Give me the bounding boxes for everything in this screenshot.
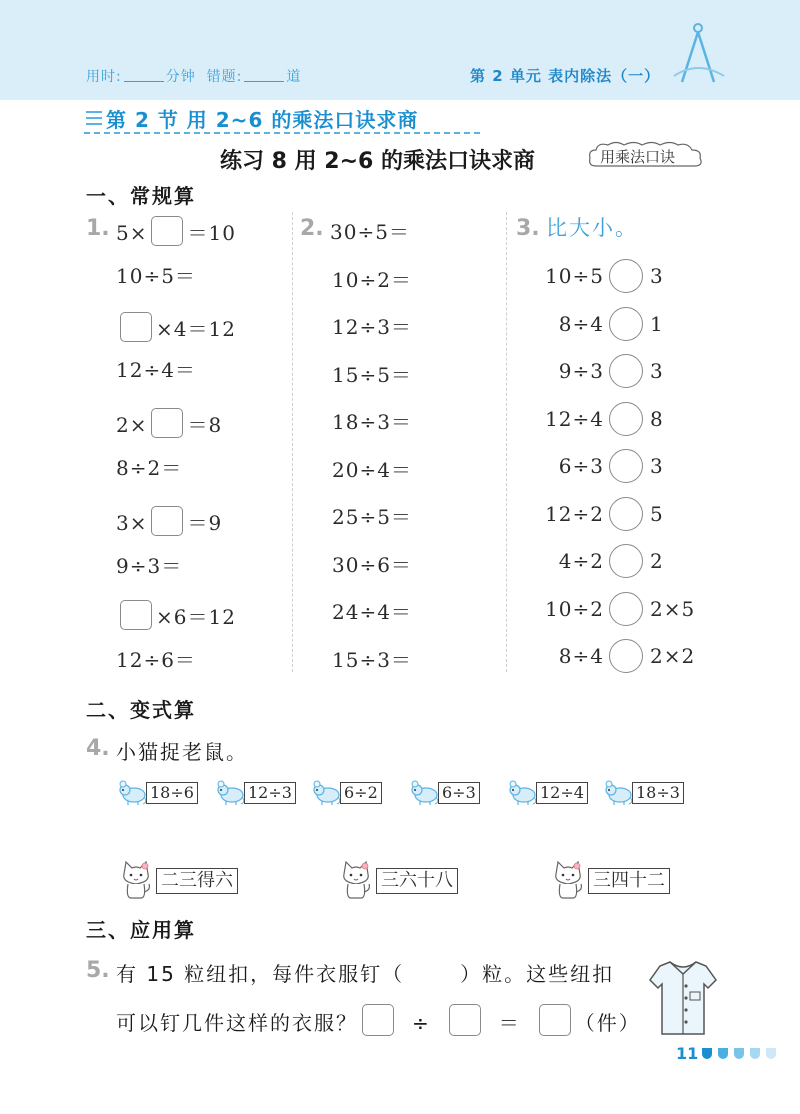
division-equation: 24÷4＝ <box>332 600 412 624</box>
mouse-icon <box>408 780 440 806</box>
part2-heading: 二、变式算 <box>86 698 196 722</box>
answer-box[interactable] <box>120 600 152 630</box>
comparison-right: 1 <box>650 311 664 336</box>
page-dots-decoration <box>700 1046 790 1060</box>
answer-box[interactable] <box>151 506 183 536</box>
multiplication-chant: 三四十二 <box>588 868 670 894</box>
division-equation: 20÷4＝ <box>332 457 412 482</box>
compare-circle[interactable] <box>609 402 643 436</box>
mouse-icon <box>116 780 148 806</box>
fill-box-equation: ×4＝12 <box>116 312 236 342</box>
answer-box[interactable] <box>151 216 183 246</box>
banner-underline <box>84 132 480 134</box>
mouse-expression: 12÷4 <box>536 782 588 804</box>
comparison-right: 2×2 <box>650 644 696 668</box>
comparison-right: 3 <box>650 359 664 383</box>
division-equation: 8÷2＝ <box>116 456 183 480</box>
compare-circle[interactable] <box>609 259 643 293</box>
answer-box[interactable] <box>362 1004 394 1036</box>
mouse-expression: 18÷3 <box>632 782 684 804</box>
q5-line1: 有 15 粒纽扣，每件衣服钉（ ）粒。这些纽扣 <box>116 962 615 986</box>
cat-icon <box>338 860 374 900</box>
compare-circle[interactable] <box>609 544 643 578</box>
mouse-expression: 6÷3 <box>438 782 480 804</box>
mouse-icon <box>310 780 342 806</box>
division-equation: 10÷5＝ <box>116 264 196 288</box>
comparison-right: 3 <box>650 264 664 288</box>
practice-title: 练习 8 用 2~6 的乘法口诀求商 <box>220 149 535 174</box>
banner-stripes-icon <box>84 104 104 132</box>
section-banner <box>84 104 480 134</box>
method-tag: 用乘法口诀 <box>586 140 706 172</box>
comparison-left: 8÷4 <box>558 311 604 336</box>
compare-circle[interactable] <box>609 639 643 673</box>
time-blank[interactable] <box>124 69 164 82</box>
comparison-right: 3 <box>650 454 664 478</box>
division-equation: 12÷6＝ <box>116 648 196 672</box>
cat-icon <box>118 860 154 900</box>
comparison-left: 9÷3 <box>558 359 604 383</box>
answer-box[interactable] <box>539 1004 571 1036</box>
comparison-left: 12÷2 <box>545 501 604 526</box>
comparison-left: 4÷2 <box>558 549 604 573</box>
comparison-right: 5 <box>650 501 664 526</box>
division-equation: 18÷3＝ <box>332 410 412 434</box>
q4-text: 小猫捉老鼠。 <box>116 740 248 764</box>
page-number: 11 <box>676 1044 699 1063</box>
question-number: 2. <box>300 216 324 241</box>
division-equation: 30÷5＝ <box>330 220 410 244</box>
mouse-icon <box>602 780 634 806</box>
mouse-expression: 6÷2 <box>340 782 382 804</box>
mouse-expression: 18÷6 <box>146 782 198 804</box>
comparison-right: 2×5 <box>650 596 696 621</box>
q3-title: 比大小。 <box>546 216 638 240</box>
fill-box-equation: 2× ＝8 <box>116 408 222 438</box>
compare-circle[interactable] <box>609 497 643 531</box>
fill-box-equation: 5× ＝10 <box>116 216 236 246</box>
compare-circle[interactable] <box>609 449 643 483</box>
comparison-left: 8÷4 <box>558 644 604 668</box>
division-equation: 12÷3＝ <box>332 315 412 339</box>
errors-blank[interactable] <box>244 69 284 82</box>
fill-box-equation: 3× ＝9 <box>116 506 222 536</box>
question-number: 1. <box>86 216 110 241</box>
compare-circle[interactable] <box>609 307 643 341</box>
answer-box[interactable] <box>120 312 152 342</box>
part1-heading: 一、常规算 <box>86 184 196 208</box>
division-equation: 12÷4＝ <box>116 358 196 382</box>
multiplication-chant: 三六十八 <box>376 868 458 894</box>
division-equation: 9÷3＝ <box>116 554 183 578</box>
answer-box[interactable] <box>449 1004 481 1036</box>
compare-circle[interactable] <box>609 354 643 388</box>
question-number: 4. <box>86 736 110 761</box>
comparison-right: 2 <box>650 549 664 573</box>
division-equation: 15÷5＝ <box>332 362 412 387</box>
q5-line2: 可以钉几件这样的衣服？ ÷ ＝ （件） <box>116 1004 641 1036</box>
comparison-left: 10÷2 <box>545 596 604 621</box>
question-number: 5. <box>86 958 110 983</box>
compare-circle[interactable] <box>609 592 643 626</box>
unit-title: 第 2 单元 表内除法（一） <box>470 67 661 85</box>
comparison-right: 8 <box>650 406 664 431</box>
mouse-icon <box>214 780 246 806</box>
comparison-left: 6÷3 <box>558 454 604 478</box>
cat-icon <box>550 860 586 900</box>
multiplication-chant: 二三得六 <box>156 868 238 894</box>
mouse-expression: 12÷3 <box>244 782 296 804</box>
column-divider <box>506 212 507 672</box>
compass-icon <box>670 20 730 90</box>
comparison-left: 10÷5 <box>545 264 604 288</box>
part3-heading: 三、应用算 <box>86 918 196 942</box>
section-title: 第 2 节 用 2~6 的乘法口诀求商 <box>106 108 419 132</box>
division-equation: 25÷5＝ <box>332 505 412 529</box>
comparison-left: 12÷4 <box>545 406 604 431</box>
division-equation: 15÷3＝ <box>332 647 412 672</box>
division-equation: 30÷6＝ <box>332 552 412 577</box>
time-error-record: 用时: 分钟 错题: 道 <box>86 69 302 85</box>
division-equation: 10÷2＝ <box>332 267 412 292</box>
fill-box-equation: ×6＝12 <box>116 600 236 630</box>
mouse-icon <box>506 780 538 806</box>
shirt-icon <box>648 958 718 1038</box>
question-number: 3. <box>516 216 540 241</box>
column-divider <box>292 212 293 672</box>
answer-box[interactable] <box>151 408 183 438</box>
